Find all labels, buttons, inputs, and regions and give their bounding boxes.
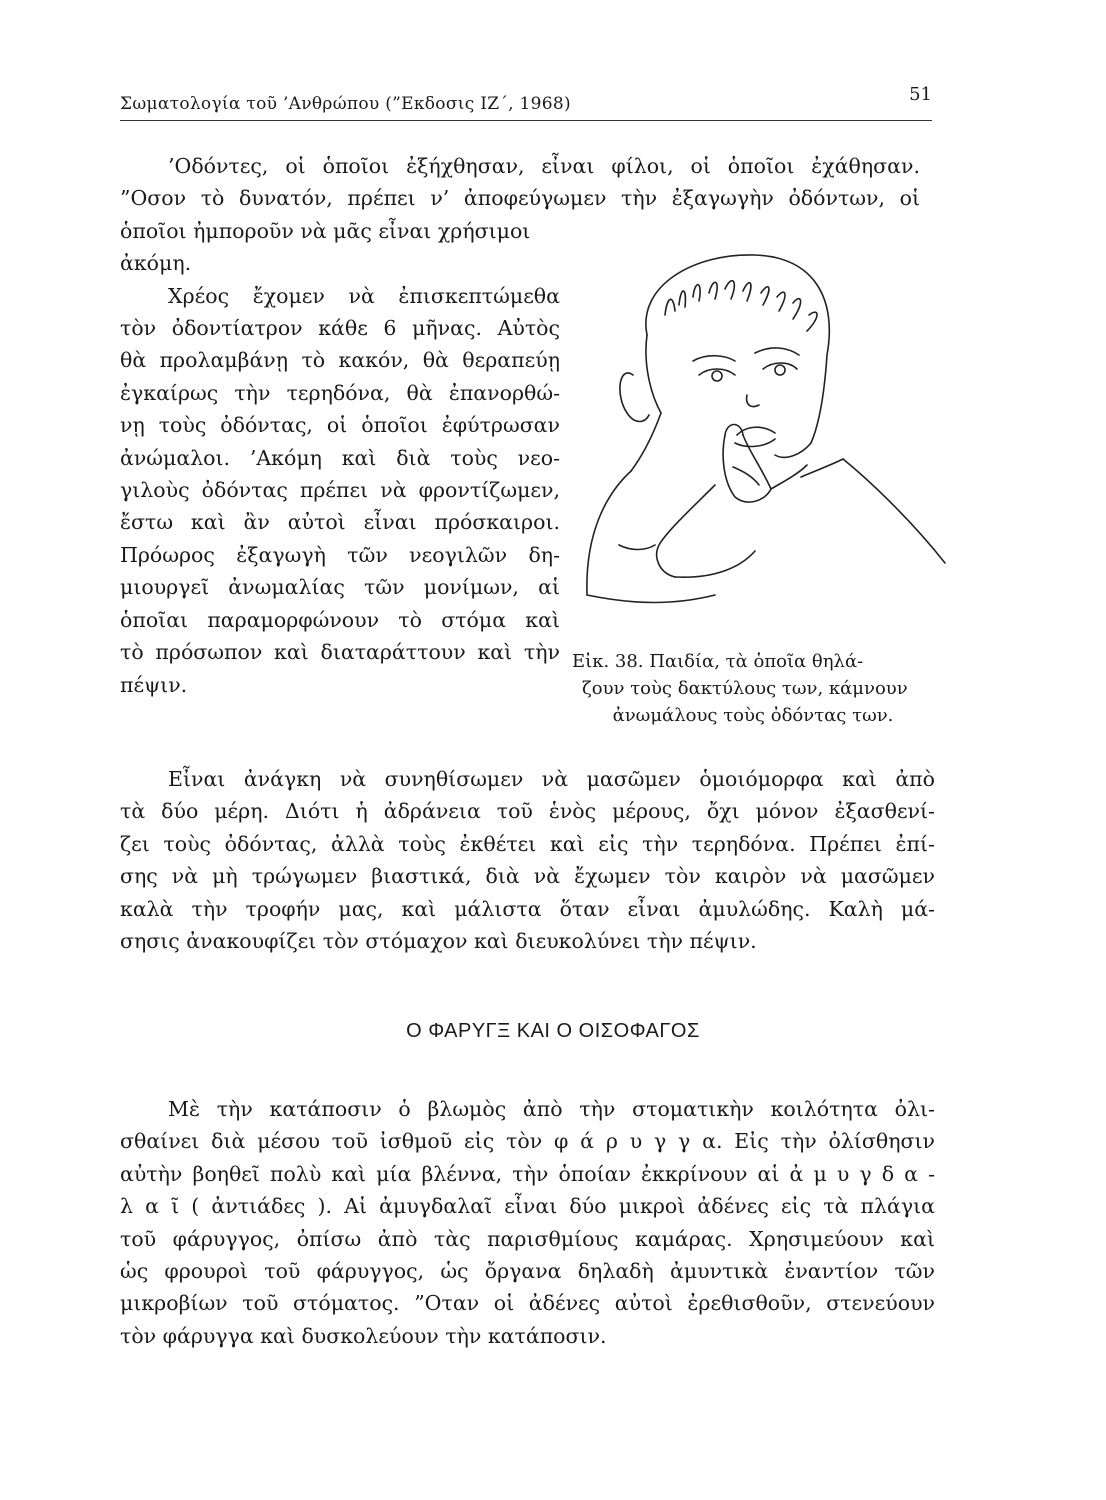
caption-line: ἀνωμάλους τοὺς ὀδόντας των. — [612, 705, 894, 726]
text-line: Χρέος ἔχομεν νὰ ἐπισκεπτώμεθα — [168, 283, 560, 308]
text-line: πέψιν. — [120, 672, 188, 697]
paragraph-pharynx — [120, 1093, 935, 1352]
text-line: ’Οδόντες, οἱ ὁποῖοι ἐξήχθησαν, εἶναι φίλοι, οἱ ὁποῖοι ἐχάθησαν. — [168, 154, 920, 178]
text-line: ὡς φρουροὶ τοῦ φάρυγγος, ὡς ὄργανα δηλαδὴ ἀμυντικὰ ἐναντίον τῶν — [120, 1259, 935, 1284]
text-line: ἐγκαίρως τὴν τερηδόνα, θὰ ἐπανορθώ- — [120, 380, 560, 405]
text-line: τὰ δύο μέρη. Διότι ἡ ἀδράνεια τοῦ ἑνὸς μέρους, ὄχι μόνον ἐξασθενί- — [120, 799, 935, 824]
text-line: τὸν ὀδοντίατρον κάθε 6 μῆνας. Αὐτὸς — [120, 316, 560, 341]
caption-line: ζουν τοὺς δακτύλους των, κάμνουν — [582, 678, 908, 699]
page-number: 51 — [909, 84, 932, 105]
text-line: Εἶναι ἀνάγκη νὰ συνηθίσωμεν νὰ μασῶμεν ὁμοιόμορφα καὶ ἀπὸ — [168, 767, 935, 791]
text-line: ζει τοὺς ὀδόντας, ἀλλὰ τοὺς ἐκθέτει καὶ εἰς τὴν τερηδόνα. Πρέπει ἐπί- — [120, 831, 935, 856]
text-line: μικροβίων τοῦ στόματος. ”Οταν οἱ ἀδένες αὐτοὶ ἐρεθισθοῦν, στενεύουν — [120, 1291, 935, 1316]
wrapped-paragraph — [120, 280, 560, 701]
text-line: μιουργεῖ ἀνωμαλίας τῶν μονίμων, αἱ — [120, 575, 560, 600]
text-line: ὁποῖαι παραμορφώνουν τὸ στόμα καὶ — [120, 607, 560, 632]
text-line: θὰ προλαμβάνῃ τὸ κακόν, θὰ θεραπεύῃ — [120, 348, 560, 373]
text-line: σθαίνει διὰ μέσου τοῦ ἰσθμοῦ εἰς τὸν φ ά ρ υ γ γ α. Εἰς τὴν ὀλίσθησιν — [120, 1129, 935, 1154]
text-line: αὐτὴν βοηθεῖ πολὺ καὶ μία βλέννα, τὴν ὁποίαν ἐκκρίνουν αἱ ἀ μ υ γ δ α - — [120, 1161, 935, 1186]
caption-line: Εἰκ. 38. Παιδία, τὰ ὁποῖα θηλά- — [572, 651, 864, 672]
text-line: ἔστω καὶ ἂν αὐτοὶ εἶναι πρόσκαιροι. — [120, 510, 560, 535]
section-heading: Ο ΦΑΡΥΓΞ ΚΑΙ Ο ΟΙΣΟΦΑΓΟΣ — [406, 1020, 700, 1042]
text-line: ἀνώμαλοι. ’Ακόμη καὶ διὰ τοὺς νεο- — [120, 445, 560, 470]
text-line: γιλοὺς ὀδόντας πρέπει νὰ φροντίζωμεν, — [120, 478, 560, 503]
text-line: σης νὰ μὴ τρώγωμεν βιαστικά, διὰ νὰ ἔχωμεν τὸν καιρὸν νὰ μασῶμεν — [120, 864, 935, 889]
running-header — [120, 84, 932, 121]
text-line: ”Οσον τὸ δυνατόν, πρέπει ν’ ἀποφεύγωμεν τὴν ἐξαγωγὴν ὀδόντων, οἱ — [120, 186, 920, 211]
figure-caption — [572, 648, 934, 729]
text-line: τὸ πρόσωπον καὶ διαταράττουν καὶ τὴν — [120, 640, 560, 665]
text-line: ἀκόμη. — [120, 251, 192, 276]
text-line: ὁποῖοι ἠμποροῦν νὰ μᾶς εἶναι χρήσιμοι — [120, 218, 531, 243]
child-thumb-sucking-illustration — [575, 245, 970, 640]
text-line: λ α ῖ ( ἀντιάδες ). Αἱ ἀμυγδαλαῖ εἶναι δύο μικροὶ ἀδένες εἰς τὰ πλάγια — [120, 1194, 935, 1219]
text-line: Μὲ τὴν κατάποσιν ὁ βλωμὸς ἀπὸ τὴν στοματικὴν κοιλότητα ὀλι- — [168, 1097, 935, 1121]
text-line: Πρόωρος ἐξαγωγὴ τῶν νεογιλῶν δη- — [120, 542, 560, 567]
text-line: σησις ἀνακουφίζει τὸν στόμαχον καὶ διευκολύνει τὴν πέψιν. — [120, 929, 757, 954]
text-line: τὸν φάρυγγα καὶ δυσκολεύουν τὴν κατάποσιν. — [120, 1323, 607, 1348]
running-title: Σωματολογία τοῦ ’Ανθρώπου (”Εκδοσις ΙΖ΄, 1968) — [120, 94, 571, 114]
text-line: καλὰ τὴν τροφήν μας, καὶ μάλιστα ὅταν εἶναι ἀμυλώδης. Καλὴ μά- — [120, 896, 935, 921]
text-line: τοῦ φάρυγγος, ὀπίσω ἀπὸ τὰς παρισθμίους καμάρας. Χρησιμεύουν καὶ — [120, 1226, 935, 1251]
paragraph-chewing — [120, 763, 935, 957]
text-line: νῃ τοὺς ὀδόντας, οἱ ὁποῖοι ἐφύτρωσαν — [120, 413, 560, 438]
